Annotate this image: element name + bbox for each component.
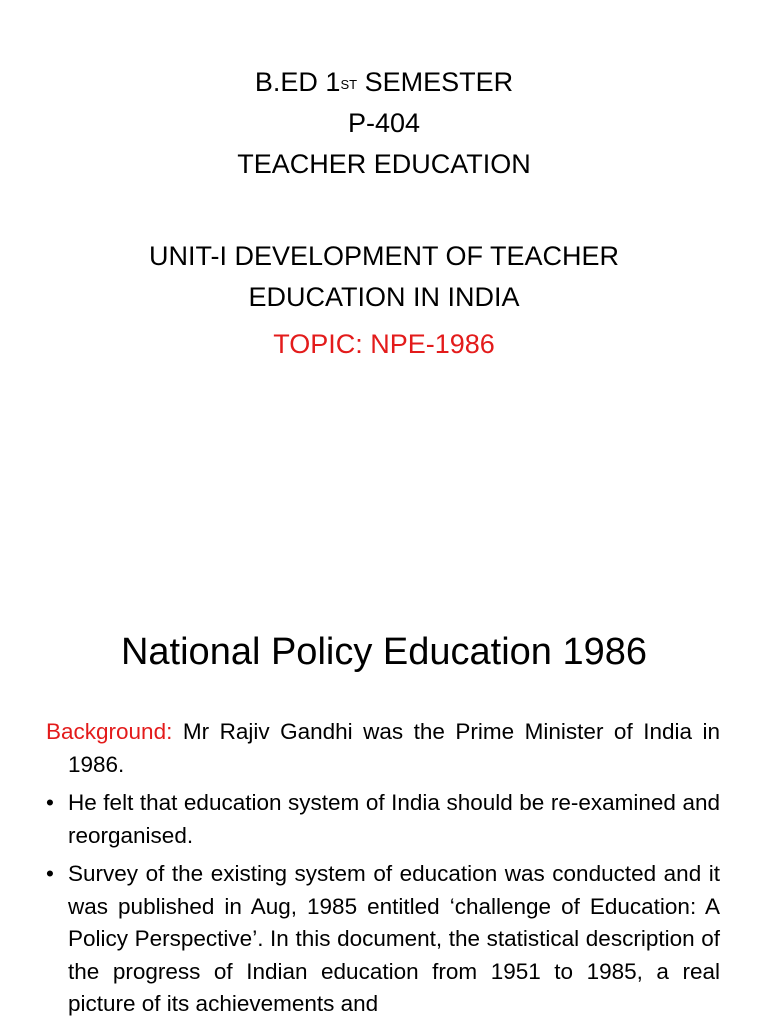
course-line bbox=[0, 62, 768, 103]
background-paragraph bbox=[46, 716, 720, 781]
unit-heading bbox=[0, 236, 768, 318]
slide-content bbox=[46, 716, 720, 1027]
bullet-dot-icon: • bbox=[46, 861, 54, 886]
topic-line: TOPIC: NPE-1986 bbox=[273, 329, 495, 359]
unit-line-1: UNIT-I DEVELOPMENT OF TEACHER bbox=[148, 241, 620, 271]
background-label: Background: bbox=[46, 719, 173, 744]
unit-line-2: EDUCATION IN INDIA bbox=[248, 282, 520, 312]
bullet-item bbox=[46, 858, 720, 1021]
title-slide bbox=[0, 0, 768, 400]
bullet-text: He felt that education system of India should be re-examined and reorganised. bbox=[68, 790, 720, 848]
course-header bbox=[0, 62, 768, 185]
background-text: Mr Rajiv Gandhi was the Prime Minister of India in 1986. bbox=[68, 719, 720, 777]
course-prefix: B.ED 1 bbox=[254, 67, 341, 97]
paper-code: P-404 bbox=[347, 108, 421, 138]
bullet-text: Survey of the existing system of education was conducted and it was published in Aug, 1985 entitled ‘challenge of Education: A Policy Perspective’. In this document, the statistical description of the progress of Indian education from 1951 to 1985, a real picture of its achievements and bbox=[68, 861, 720, 1016]
course-superscript: ST bbox=[340, 77, 358, 92]
bullet-item bbox=[46, 787, 720, 852]
slide-title: National Policy Education 1986 bbox=[120, 631, 647, 673]
course-suffix: SEMESTER bbox=[357, 67, 514, 97]
bullet-dot-icon: • bbox=[46, 790, 54, 815]
subject-title: TEACHER EDUCATION bbox=[237, 149, 531, 179]
